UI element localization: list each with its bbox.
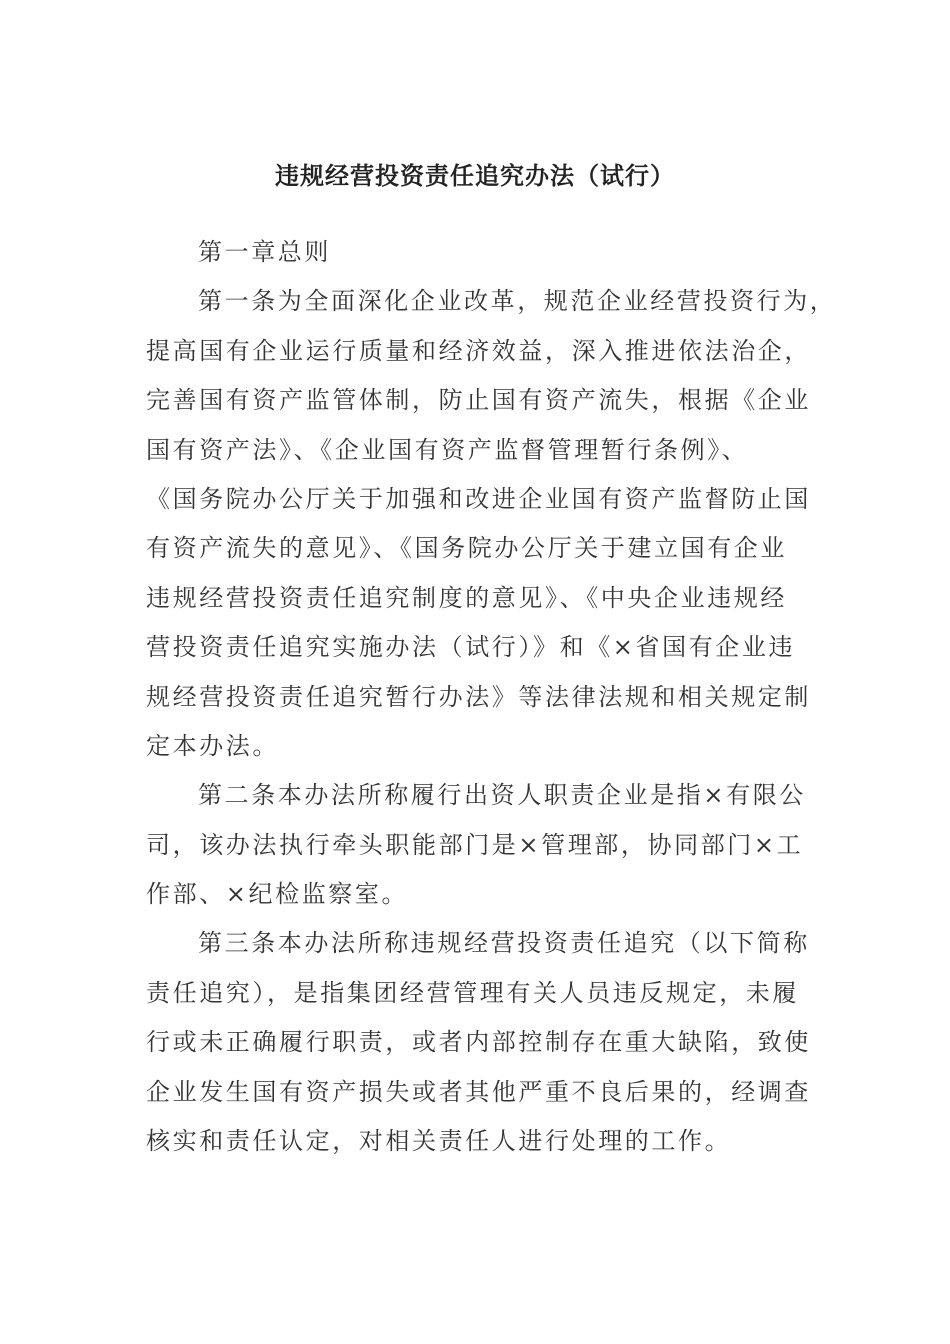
- document-body: [146, 228, 837, 1166]
- article-2-line: 作部、×纪检监察室。: [146, 880, 409, 909]
- article-1-line: 定本办法。: [146, 731, 279, 760]
- article-3-line: 行或未正确履行职责，或者内部控制存在重大缺陷，致使: [146, 1028, 811, 1057]
- article-3-line: 责任追究），是指集团经营管理有关人员违反规定，未履: [146, 978, 799, 1007]
- document-title: 违规经营投资责任追究办法（试行）: [275, 161, 675, 190]
- article-1-line: 《国务院办公厅关于加强和改进企业国有资产监督防止国: [146, 484, 811, 513]
- chapter-heading: 第一章总则: [198, 238, 331, 266]
- article-1-line: 有资产流失的意见》、《国务院办公厅关于建立国有企业: [146, 534, 787, 563]
- article-2-line: 第二条本办法所称履行出资人职责企业是指×有限公: [198, 781, 806, 810]
- article-1-line: 营投资责任追究实施办法（试行）》和《×省国有企业违: [146, 633, 796, 662]
- article-1-line: 完善国有资产监管体制，防止国有资产流失，根据《企业: [146, 386, 811, 415]
- article-3-line: 企业发生国有资产损失或者其他严重不良后果的，经调查: [146, 1077, 811, 1106]
- article-1-line: 第一条为全面深化企业改革，规范企业经营投资行为，: [198, 287, 837, 316]
- article-1-line: 规经营投资责任追究暂行办法》等法律法规和相关规定制: [146, 682, 811, 711]
- article-1-line: 违规经营投资责任追究制度的意见》、《中央企业违规经: [146, 583, 787, 612]
- article-1-line: 提高国有企业运行质量和经济效益，深入推进依法治企，: [146, 336, 811, 365]
- article-3-line: 第三条本办法所称违规经营投资责任追究（以下简称: [198, 929, 810, 958]
- article-2-line: 司，该办法执行牵头职能部门是×管理部，协同部门×工: [146, 830, 804, 859]
- article-3-line: 核实和责任认定，对相关责任人进行处理的工作。: [146, 1127, 732, 1156]
- article-1-line: 国有资产法》、《企业国有资产监督管理暂行条例》、: [146, 435, 749, 464]
